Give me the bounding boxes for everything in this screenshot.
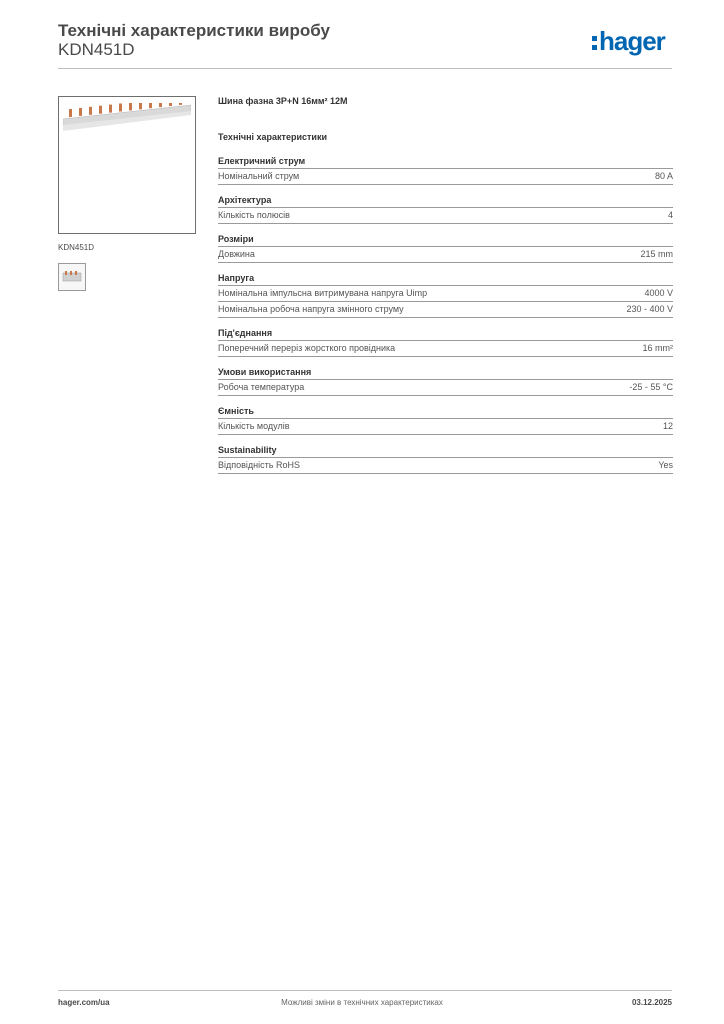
logo-text: hager [599, 26, 665, 56]
spec-row-value: 215 mm [640, 249, 673, 259]
spec-row-value: 4000 V [644, 288, 673, 298]
spec-group [218, 195, 673, 224]
spec-row-value: 4 [667, 210, 673, 220]
spec-group-title: Під'єднання [218, 328, 673, 341]
busbar-image [63, 103, 191, 131]
product-title: Шина фазна 3P+N 16мм² 12M [218, 96, 348, 106]
spec-group-title: Електричний струм [218, 156, 673, 169]
thumbnail-image[interactable] [58, 263, 86, 291]
spec-row [218, 247, 673, 263]
photo-caption: KDN451D [58, 243, 95, 252]
spec-group-title: Архітектура [218, 195, 673, 208]
spec-row-label: Кількість полюсів [218, 210, 290, 220]
spec-group [218, 156, 673, 185]
busbar-pin [109, 105, 112, 113]
spec-group-title: Ємність [218, 406, 673, 419]
spec-row-value: 16 mm² [642, 343, 673, 353]
spec-row [218, 286, 673, 302]
hager-logo [592, 26, 665, 56]
header-divider [58, 68, 672, 69]
spec-row-value: 230 - 400 V [626, 304, 673, 314]
product-photo [58, 96, 196, 234]
spec-row [218, 208, 673, 224]
spec-group [218, 445, 673, 474]
spec-group [218, 367, 673, 396]
busbar-pin [169, 103, 172, 106]
spec-row [218, 302, 673, 318]
footer-website[interactable]: hager.com/ua [58, 998, 110, 1007]
spec-group-title: Напруга [218, 273, 673, 286]
spec-row [218, 419, 673, 435]
busbar-pin [99, 106, 102, 114]
busbar-pin [159, 103, 162, 107]
footer-divider [58, 990, 672, 991]
busbar-pin [129, 103, 132, 110]
spec-group [218, 234, 673, 263]
busbar-pin [119, 104, 122, 112]
spec-row-label: Поперечний переріз жорсткого провідника [218, 343, 396, 353]
spec-groups [218, 156, 673, 474]
busbar-pin [69, 109, 72, 117]
spec-row [218, 341, 673, 357]
spec-row-label: Номінальна імпульсна витримувана напруга Uimp [218, 288, 428, 298]
spec-row-value: 80 A [654, 171, 673, 181]
spec-group [218, 328, 673, 357]
spec-row-value: 12 [662, 421, 673, 431]
busbar-pin [149, 103, 152, 108]
spec-row [218, 458, 673, 474]
busbar-pin [79, 108, 82, 116]
spec-table [218, 96, 673, 474]
footer-notice: Можливі зміни в технічних характеристиках [281, 998, 443, 1007]
spec-row-value: -25 - 55 °C [629, 382, 673, 392]
spec-row-value: Yes [658, 460, 673, 470]
spec-group-title: Sustainability [218, 445, 673, 458]
logo-dots-icon [592, 36, 597, 50]
busbar-pin [89, 107, 92, 115]
spec-group-title: Розміри [218, 234, 673, 247]
spec-row-label: Відповідність RoHS [218, 460, 300, 470]
spec-row [218, 380, 673, 396]
spec-row-label: Довжина [218, 249, 255, 259]
spec-group [218, 273, 673, 318]
footer-date: 03.12.2025 [631, 998, 672, 1007]
section-label: Технічні характеристики [218, 132, 327, 142]
product-code: KDN451D [58, 40, 135, 59]
page-title: Технічні характеристики виробу [58, 21, 330, 40]
busbar-thumb-icon [62, 270, 82, 284]
spec-row-label: Робоча температура [218, 382, 305, 392]
spec-row [218, 169, 673, 185]
busbar-pin [139, 103, 142, 109]
spec-row-label: Номінальна робоча напруга змінного струму [218, 304, 404, 314]
busbar-pin [179, 103, 182, 105]
spec-group-title: Умови використання [218, 367, 673, 380]
spec-row-label: Номінальний струм [218, 171, 300, 181]
spec-row-label: Кількість модулів [218, 421, 290, 431]
spec-group [218, 406, 673, 435]
